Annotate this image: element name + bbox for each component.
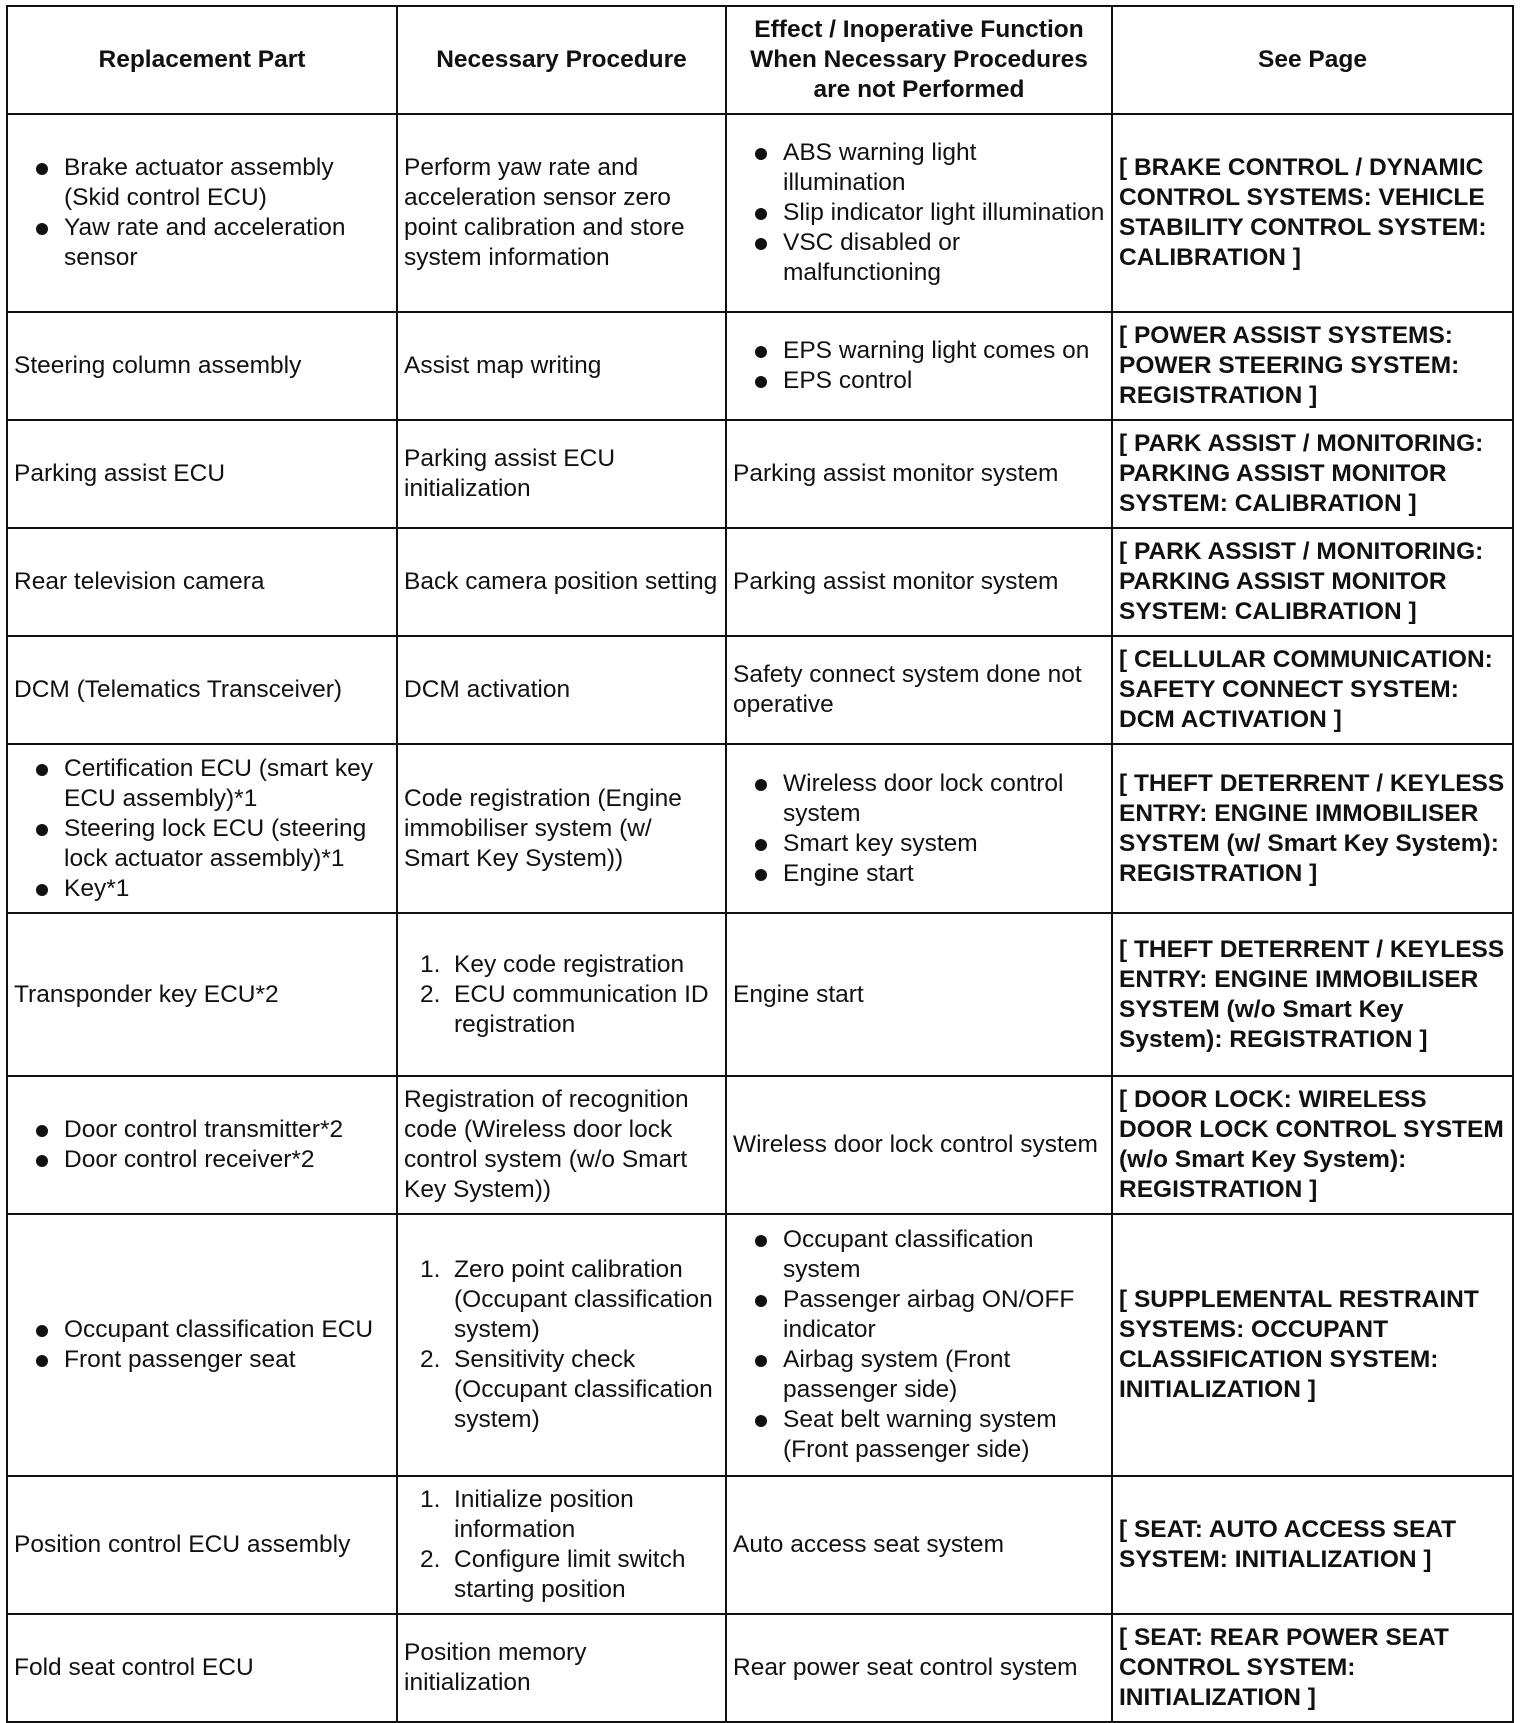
replacement-part-cell: [7, 744, 397, 913]
bullet-item: Front passenger seat: [14, 1345, 390, 1375]
see-page-cell: [ THEFT DETERRENT / KEYLESS ENTRY: ENGINE IMMOBILISER SYSTEM (w/ Smart Key System): REGISTRATION ]: [1112, 744, 1513, 913]
numbered-item: [404, 1345, 719, 1435]
item-number: 2.: [420, 1546, 441, 1573]
see-page-cell: [ DOOR LOCK: WIRELESS DOOR LOCK CONTROL SYSTEM (w/o Smart Key System): REGISTRATION ]: [1112, 1076, 1513, 1214]
bullet-item: Key*1: [14, 874, 390, 904]
bullet-item: Yaw rate and acceleration sensor: [14, 213, 390, 273]
numbered-item: [404, 1255, 719, 1345]
procedure-cell: Position memory initialization: [397, 1614, 726, 1722]
numbered-item: [404, 950, 719, 980]
see-page-cell: [ SEAT: REAR POWER SEAT CONTROL SYSTEM: INITIALIZATION ]: [1112, 1614, 1513, 1722]
bullet-list: [14, 754, 390, 904]
header-replacement-part: Replacement Part: [7, 6, 397, 114]
bullet-item: Slip indicator light illumination: [733, 198, 1105, 228]
bullet-item: EPS control: [733, 366, 1105, 396]
bullet-list: [733, 769, 1105, 889]
effect-cell: Auto access seat system: [726, 1476, 1112, 1614]
table-row: [7, 114, 1513, 312]
bullet-item: Occupant classification system: [733, 1225, 1105, 1285]
replacement-part-cell: Transponder key ECU*2: [7, 913, 397, 1076]
see-page-cell: [ PARK ASSIST / MONITORING: PARKING ASSIST MONITOR SYSTEM: CALIBRATION ]: [1112, 420, 1513, 528]
procedure-cell: Back camera position setting: [397, 528, 726, 636]
see-page-cell: [ THEFT DETERRENT / KEYLESS ENTRY: ENGINE IMMOBILISER SYSTEM (w/o Smart Key System): REGISTRATION ]: [1112, 913, 1513, 1076]
procedure-cell: Assist map writing: [397, 312, 726, 420]
table-row: [7, 420, 1513, 528]
effect-cell: Safety connect system done not operative: [726, 636, 1112, 744]
item-number: 2.: [420, 1346, 441, 1373]
numbered-item: [404, 1545, 719, 1605]
table-row: [7, 1214, 1513, 1476]
effect-cell: [726, 114, 1112, 312]
replacement-part-cell: [7, 114, 397, 312]
replacement-part-cell: [7, 1076, 397, 1214]
item-text: Initialize position information: [454, 1486, 634, 1543]
table-row: [7, 528, 1513, 636]
item-number: 2.: [420, 980, 441, 1008]
bullet-item: Steering lock ECU (steering lock actuator assembly)*1: [14, 814, 390, 874]
table-row: [7, 1476, 1513, 1614]
item-text: Sensitivity check (Occupant classification system): [454, 1346, 713, 1433]
effect-cell: Parking assist monitor system: [726, 420, 1112, 528]
effect-cell: [726, 312, 1112, 420]
bullet-item: ABS warning light illumination: [733, 138, 1105, 198]
bullet-item: EPS warning light comes on: [733, 336, 1105, 366]
bullet-list: [733, 336, 1105, 396]
bullet-list: [733, 138, 1105, 288]
bullet-item: Airbag system (Front passenger side): [733, 1345, 1105, 1405]
bullet-list: [14, 1115, 390, 1175]
effect-cell: Parking assist monitor system: [726, 528, 1112, 636]
item-number: 1.: [420, 950, 441, 978]
bullet-list: [14, 153, 390, 273]
bullet-item: Door control receiver*2: [14, 1145, 390, 1175]
table-row: [7, 744, 1513, 913]
bullet-list: [733, 1225, 1105, 1465]
procedure-cell: Perform yaw rate and acceleration sensor zero point calibration and store system information: [397, 114, 726, 312]
procedure-cell: DCM activation: [397, 636, 726, 744]
header-effect: Effect / Inoperative Function When Necessary Procedures are not Performed: [726, 6, 1112, 114]
replacement-part-cell: DCM (Telematics Transceiver): [7, 636, 397, 744]
effect-cell: Wireless door lock control system: [726, 1076, 1112, 1214]
effect-cell: [726, 1214, 1112, 1476]
bullet-item: Brake actuator assembly (Skid control ECU): [14, 153, 390, 213]
see-page-cell: [ SUPPLEMENTAL RESTRAINT SYSTEMS: OCCUPANT CLASSIFICATION SYSTEM: INITIALIZATION ]: [1112, 1214, 1513, 1476]
table-row: [7, 1076, 1513, 1214]
replacement-part-cell: Fold seat control ECU: [7, 1614, 397, 1722]
header-see-page: See Page: [1112, 6, 1513, 114]
replacement-part-cell: [7, 1214, 397, 1476]
procedure-cell: Code registration (Engine immobiliser system (w/ Smart Key System)): [397, 744, 726, 913]
procedure-cell: [397, 1214, 726, 1476]
effect-cell: [726, 744, 1112, 913]
bullet-item: Wireless door lock control system: [733, 769, 1105, 829]
procedure-cell: Registration of recognition code (Wireless door lock control system (w/o Smart Key System)): [397, 1076, 726, 1214]
see-page-cell: [ BRAKE CONTROL / DYNAMIC CONTROL SYSTEMS: VEHICLE STABILITY CONTROL SYSTEM: CALIBRATION ]: [1112, 114, 1513, 312]
item-text: Key code registration: [454, 950, 685, 978]
item-text: Zero point calibration (Occupant classification system): [454, 1256, 713, 1343]
bullet-item: Occupant classification ECU: [14, 1315, 390, 1345]
procedure-cell: [397, 913, 726, 1076]
procedure-cell: Parking assist ECU initialization: [397, 420, 726, 528]
bullet-item: VSC disabled or malfunctioning: [733, 228, 1105, 288]
replacement-part-cell: Position control ECU assembly: [7, 1476, 397, 1614]
numbered-list: [404, 1255, 719, 1435]
replacement-part-cell: Parking assist ECU: [7, 420, 397, 528]
bullet-item: Smart key system: [733, 829, 1105, 859]
table-row: [7, 913, 1513, 1076]
item-number: 1.: [420, 1486, 441, 1513]
effect-cell: Engine start: [726, 913, 1112, 1076]
bullet-item: Passenger airbag ON/OFF indicator: [733, 1285, 1105, 1345]
numbered-list: [404, 950, 719, 1040]
replacement-procedure-table: [6, 5, 1514, 1723]
bullet-item: Seat belt warning system (Front passenger side): [733, 1405, 1105, 1465]
procedure-cell: [397, 1476, 726, 1614]
effect-cell: Rear power seat control system: [726, 1614, 1112, 1722]
header-row: [7, 6, 1513, 114]
bullet-item: Door control transmitter*2: [14, 1115, 390, 1145]
item-text: Configure limit switch starting position: [454, 1546, 686, 1603]
replacement-part-cell: Steering column assembly: [7, 312, 397, 420]
bullet-list: [14, 1315, 390, 1375]
item-text: ECU communication ID registration: [454, 980, 709, 1038]
see-page-cell: [ SEAT: AUTO ACCESS SEAT SYSTEM: INITIALIZATION ]: [1112, 1476, 1513, 1614]
table-row: [7, 312, 1513, 420]
item-number: 1.: [420, 1256, 441, 1283]
header-necessary-procedure: Necessary Procedure: [397, 6, 726, 114]
table-row: [7, 636, 1513, 744]
see-page-cell: [ CELLULAR COMMUNICATION: SAFETY CONNECT SYSTEM: DCM ACTIVATION ]: [1112, 636, 1513, 744]
numbered-item: [404, 980, 719, 1040]
replacement-part-cell: Rear television camera: [7, 528, 397, 636]
table-row: [7, 1614, 1513, 1722]
numbered-list: [404, 1485, 719, 1605]
see-page-cell: [ PARK ASSIST / MONITORING: PARKING ASSIST MONITOR SYSTEM: CALIBRATION ]: [1112, 528, 1513, 636]
numbered-item: [404, 1485, 719, 1545]
bullet-item: Certification ECU (smart key ECU assembly)*1: [14, 754, 390, 814]
see-page-cell: [ POWER ASSIST SYSTEMS: POWER STEERING SYSTEM: REGISTRATION ]: [1112, 312, 1513, 420]
bullet-item: Engine start: [733, 859, 1105, 889]
